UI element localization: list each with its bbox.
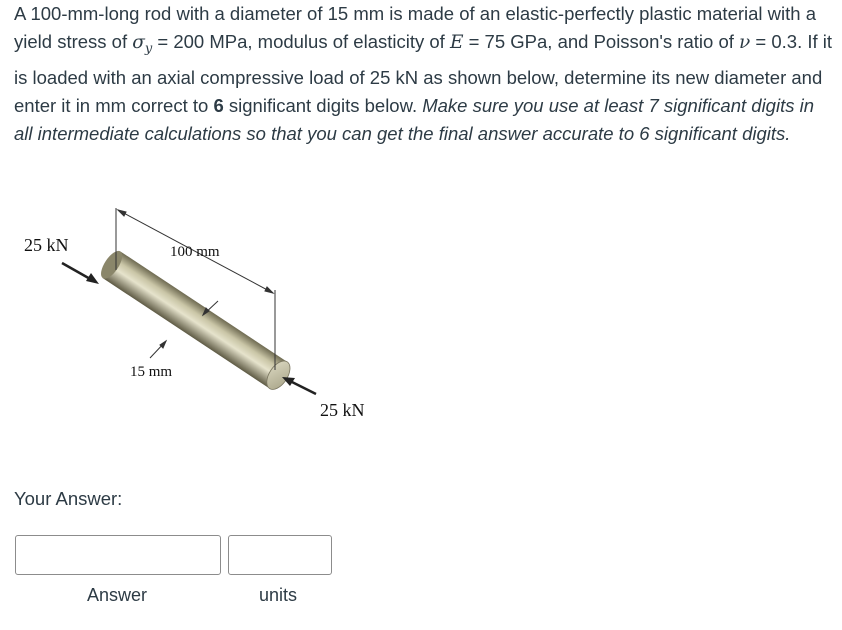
answer-input[interactable] (15, 535, 221, 575)
question-instruction: Make sure you use at least 7 significant digits in all intermediate calculations so that you can get the final answer accurate to 6 significant digits. (14, 94, 815, 144)
significant-digits-count: 6 (213, 94, 224, 116)
sigma-symbol: $\sigma_y$ (132, 32, 153, 57)
answer-label: Answer (87, 585, 148, 605)
right-load-arrow (282, 377, 316, 394)
question-part: = 0.3. If it is loaded with an axial compressive load of 25 kN as shown below, determine its new diameter and enter it in mm correct to (14, 31, 833, 116)
left-load-arrow (62, 263, 99, 284)
left-load-label: 25 kN (24, 235, 69, 255)
your-answer-heading: Your Answer: (14, 488, 123, 509)
question-part: A 100-mm-long rod with a diameter of 15 mm is made of an elastic-perfectly plastic material with a yield stress of (14, 3, 816, 52)
rod (97, 248, 295, 394)
question-part: significant digits below. (223, 94, 423, 116)
rod-diagram (0, 190, 420, 440)
units-input[interactable] (228, 535, 332, 575)
question-part: = 75 GPa, and Poisson's ratio of (463, 31, 740, 52)
diameter-label: 15 mm (130, 364, 173, 380)
question-text (14, 0, 834, 148)
length-label: 100 mm (170, 244, 220, 260)
nu-symbol: ν (739, 32, 751, 53)
question-part: = 200 MPa, modulus of elasticity of (152, 31, 450, 52)
e-symbol: E (449, 32, 464, 53)
units-label: units (259, 585, 298, 605)
right-load-label: 25 kN (320, 400, 365, 420)
